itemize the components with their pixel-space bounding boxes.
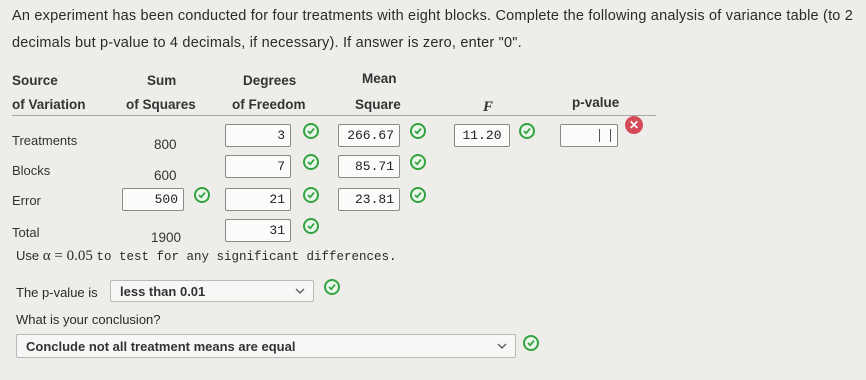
total-df-input[interactable]: 31: [225, 219, 291, 242]
error-ms-input[interactable]: 23.81: [338, 188, 400, 211]
conclusion-question: What is your conclusion?: [16, 312, 161, 327]
treatments-f-input[interactable]: 11.20: [454, 124, 510, 147]
header-rule: [12, 115, 656, 116]
pvalue-question-label: The p-value is: [16, 285, 98, 300]
x-circle-icon: ✕: [625, 116, 643, 134]
alpha-value: α = 0.05: [42, 248, 93, 264]
error-ss-input[interactable]: 500: [122, 188, 184, 211]
alpha-suffix: to test for any significant differences.: [96, 250, 397, 264]
error-df-input[interactable]: 21: [225, 188, 291, 211]
header-variation: of Variation: [12, 97, 86, 112]
treatments-ss: 800: [154, 137, 177, 152]
conclusion-select[interactable]: [16, 334, 516, 358]
header-square: Square: [355, 97, 401, 112]
header-source: Source: [12, 73, 58, 88]
check-circle-icon: [410, 123, 426, 139]
blocks-ms-input[interactable]: 85.71: [338, 155, 400, 178]
conclusion-selected: Conclude not all treatment means are equal: [26, 338, 296, 354]
blocks-df-input[interactable]: 7: [225, 155, 291, 178]
pvalue-selected: less than 0.01: [120, 283, 206, 299]
header-of-squares: of Squares: [126, 97, 196, 112]
blocks-ss: 600: [154, 168, 177, 183]
treatments-p-input[interactable]: [560, 124, 618, 147]
total-ss: 1900: [151, 230, 182, 245]
check-circle-icon: [410, 154, 426, 170]
treatments-ms-input[interactable]: 266.67: [338, 124, 400, 147]
header-sum: Sum: [147, 73, 177, 88]
row-label-total: Total: [12, 225, 40, 240]
chevron-down-icon: [295, 288, 305, 294]
pvalue-select[interactable]: [110, 280, 314, 302]
check-circle-icon: [303, 123, 319, 139]
check-circle-icon: [303, 187, 319, 203]
check-circle-icon: [519, 123, 535, 139]
check-circle-icon: [194, 187, 210, 203]
question-line-2: decimals but p-value to 4 decimals, if necessary). If answer is zero, enter "0".: [12, 35, 522, 51]
check-circle-icon: [303, 154, 319, 170]
row-label-blocks: Blocks: [12, 163, 51, 178]
question-line-1: An experiment has been conducted for four treatments with eight blocks. Complete the following analysis of variance table (to 2: [12, 8, 854, 24]
row-label-error: Error: [12, 193, 41, 208]
check-circle-icon: [303, 218, 319, 234]
text-cursor-icon: [599, 129, 611, 142]
treatments-df-input[interactable]: 3: [225, 124, 291, 147]
row-label-treatments: Treatments: [12, 133, 78, 148]
header-mean: Mean: [362, 71, 397, 86]
check-circle-icon: [410, 187, 426, 203]
chevron-down-icon: [497, 343, 507, 349]
check-circle-icon: [523, 335, 539, 351]
check-circle-icon: [324, 279, 340, 295]
header-p-value: p-value: [572, 95, 620, 110]
header-of-freedom: of Freedom: [232, 97, 306, 112]
alpha-prefix: Use: [16, 248, 40, 263]
header-f: F: [483, 99, 494, 115]
alpha-instruction: [16, 248, 397, 265]
header-degrees: Degrees: [243, 73, 297, 88]
